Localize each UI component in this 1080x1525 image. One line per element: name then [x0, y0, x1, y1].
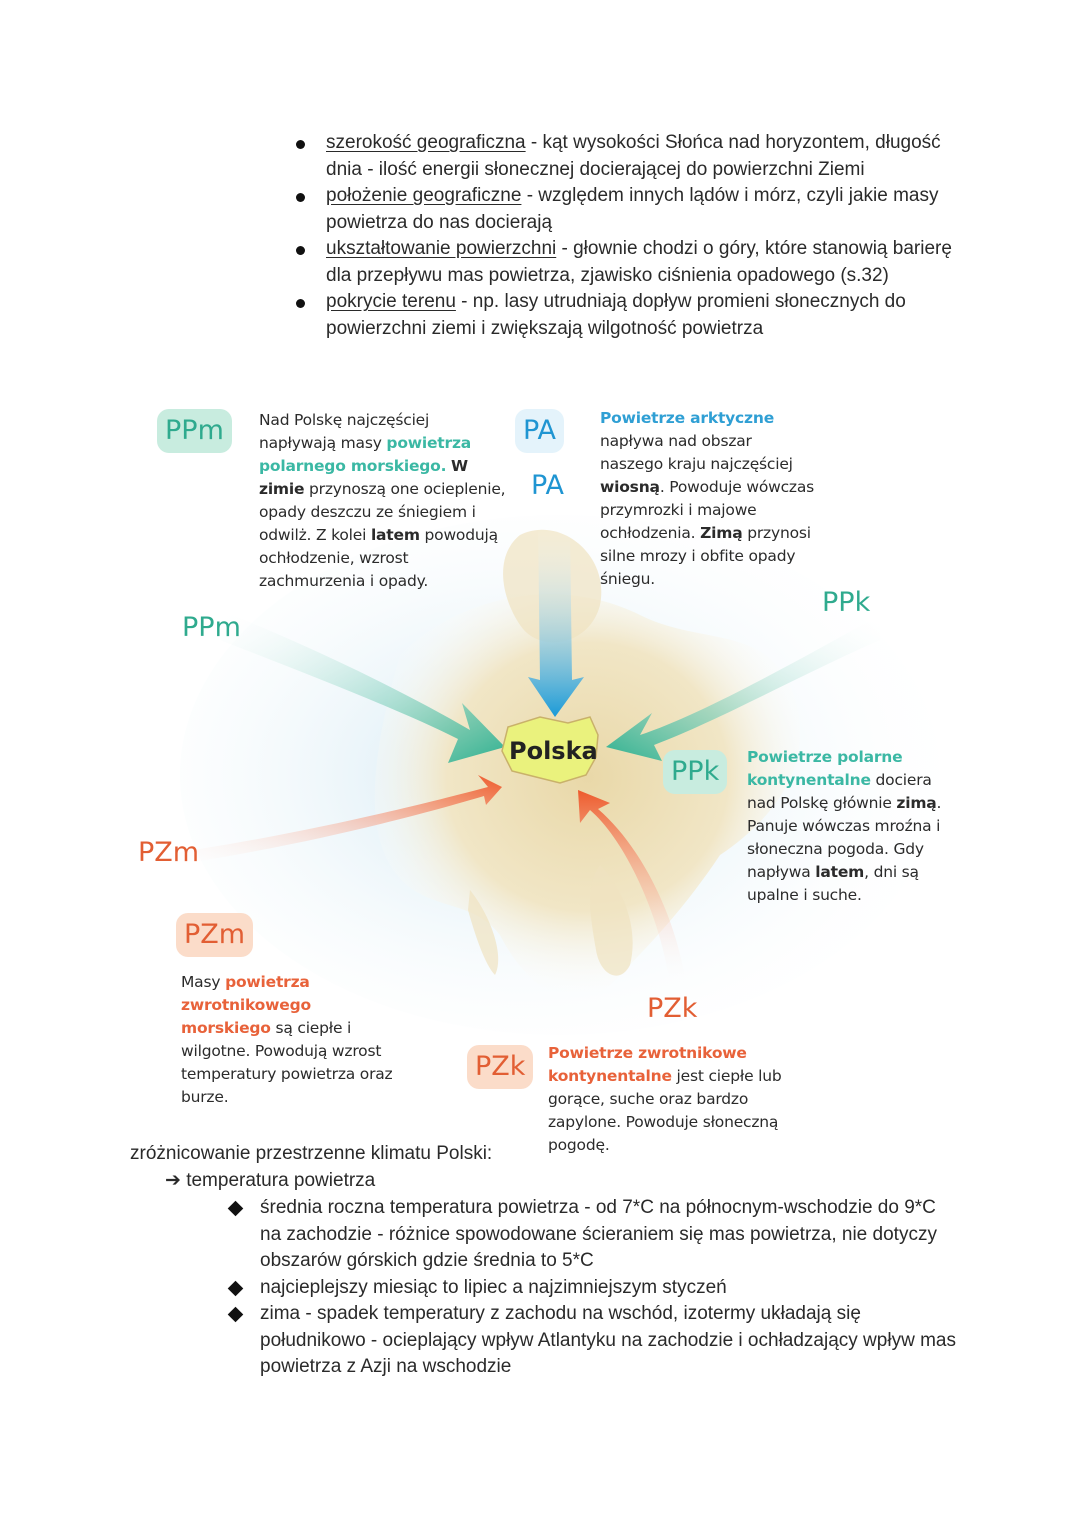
list-item — [292, 183, 972, 236]
pzm-text: Masy — [181, 973, 226, 991]
list-item — [228, 1195, 958, 1275]
term-desc: - względem innych lądów i mórz, czyli jakie masy powietrza do nas docierają — [326, 185, 939, 233]
pzk-text: jest ciepłe lub gorące, suche oraz bardzo zapylone. Powoduje słoneczną pogodę. — [548, 1067, 782, 1154]
pa-text: . Powoduje wówczas przymrozki i majowe ochłodzenia. — [600, 478, 815, 542]
ppk-text: , dni są upalne i suche. — [747, 863, 919, 904]
section-title: zróżnicowanie przestrzenne klimatu Polski: — [130, 1143, 493, 1164]
term: szerokość geograficzna — [326, 132, 526, 153]
ppm-text: Nad Polskę najczęściej napływają masy — [259, 411, 430, 452]
pa-bold: Zimą — [700, 524, 743, 542]
pa-text: przynosi silne mrozy i obfite opady śniegu. — [600, 524, 811, 588]
list-item-text: najcieplejszy miesiąc to lipiec a najzimniejszym styczeń — [260, 1276, 727, 1298]
bullet-dot — [296, 193, 305, 202]
ppm-badge: PPm — [157, 409, 232, 453]
term: ukształtowanie powierzchni — [326, 238, 557, 259]
pzm-badge: PZm — [176, 913, 253, 957]
pzk-description — [548, 1042, 823, 1157]
ppk-text: dociera nad Polskę głównie — [747, 771, 932, 812]
ppm-text: przynoszą one ocieplenie, opady deszczu ze śniegiem i odwilż. Z kolei — [259, 480, 506, 544]
temperature-list — [228, 1195, 958, 1381]
pa-badge: PA — [515, 409, 564, 453]
ppk-highlight: Powietrze polarne kontynentalne — [747, 748, 903, 789]
term-desc: - kąt wysokości Słońca nad horyzontem, długość dnia - ilość energii słonecznej docierającej do powierzchni Ziemi — [326, 132, 941, 180]
pa-highlight: Powietrze arktyczne — [600, 409, 775, 427]
ppm-bold: latem — [370, 526, 420, 544]
diamond-bullet-icon — [228, 1201, 244, 1217]
list-item — [292, 130, 972, 183]
factors-list — [292, 130, 972, 342]
ppm-highlight: powietrza polarnego morskiego. — [259, 434, 472, 475]
ppk-text: . Panuje wówczas mroźna i słoneczna pogoda. Gdy napływa — [747, 794, 942, 881]
pa-text: napływa nad obszar naszego kraju najczęściej — [600, 432, 793, 473]
poland-label: Polska — [509, 737, 598, 765]
list-item-text: średnia roczna temperatura powietrza - od 7*C na północnym-wschodzie do 9*C na zachodzie - różnice spowodowane ścieraniem się mas powietrza, nie dotyczy obszarów górskich gdzie średnia to 5*C — [260, 1197, 937, 1271]
list-item-text: zima - spadek temperatury z zachodu na wschód, izotermy układają się południkowo - ocieplający wpływ Atlantyku na zachodzie i ochładzający wpływ mas powietrza z Azji na wschodzie — [260, 1303, 956, 1377]
list-item — [292, 289, 972, 342]
ppm-text: powodują ochłodzenie, wzrost zachmurzenia i opady. — [259, 526, 498, 590]
ppk-badge: PPk — [663, 750, 727, 794]
term: pokrycie terenu — [326, 291, 456, 312]
pzm-highlight: powietrza zwrotnikowego morskiego — [181, 973, 311, 1037]
bullet-dot — [296, 140, 305, 149]
pzk-label: PZk — [647, 993, 698, 1024]
pzk-badge: PZk — [467, 1045, 533, 1089]
pa-description — [600, 407, 815, 591]
ppk-bold: zimą — [896, 794, 937, 812]
ppk-description — [747, 746, 947, 907]
ppm-bold: W zimie — [259, 457, 468, 498]
list-item — [292, 236, 972, 289]
term-desc: - np. lasy utrudniają dopływ promieni słonecznych do powierzchni ziemi i zwiększają wilgotność powietrza — [326, 291, 906, 339]
pzm-description — [181, 971, 396, 1109]
pzk-highlight: Powietrze zwrotnikowe kontynentalne — [548, 1044, 747, 1085]
diamond-bullet-icon — [228, 1307, 244, 1323]
bullet-dot — [296, 299, 305, 308]
pa-label: PA — [531, 470, 565, 501]
ppm-description — [259, 409, 509, 593]
term-desc: - głownie chodzi o góry, które stanowią barierę dla przepływu mas powietrza, zjawisko ciśnienia opadowego (s.32) — [326, 238, 952, 286]
bullet-dot — [296, 246, 305, 255]
list-item — [228, 1275, 958, 1302]
ppk-bold: latem — [815, 863, 865, 881]
arrow-right-icon: ➔ — [165, 1169, 181, 1191]
list-item — [228, 1301, 958, 1381]
ppk-label: PPk — [822, 587, 871, 618]
pzm-text: są ciepłe i wilgotne. Powodują wzrost temperatury powietrza oraz burze. — [181, 1019, 393, 1106]
subheading-text: temperatura powietrza — [186, 1170, 376, 1191]
subheading — [165, 1169, 375, 1192]
term: położenie geograficzne — [326, 185, 522, 206]
diamond-bullet-icon — [228, 1280, 244, 1296]
pzm-label: PZm — [138, 837, 200, 868]
pa-bold: wiosną — [600, 478, 660, 496]
ppm-label: PPm — [182, 612, 241, 643]
